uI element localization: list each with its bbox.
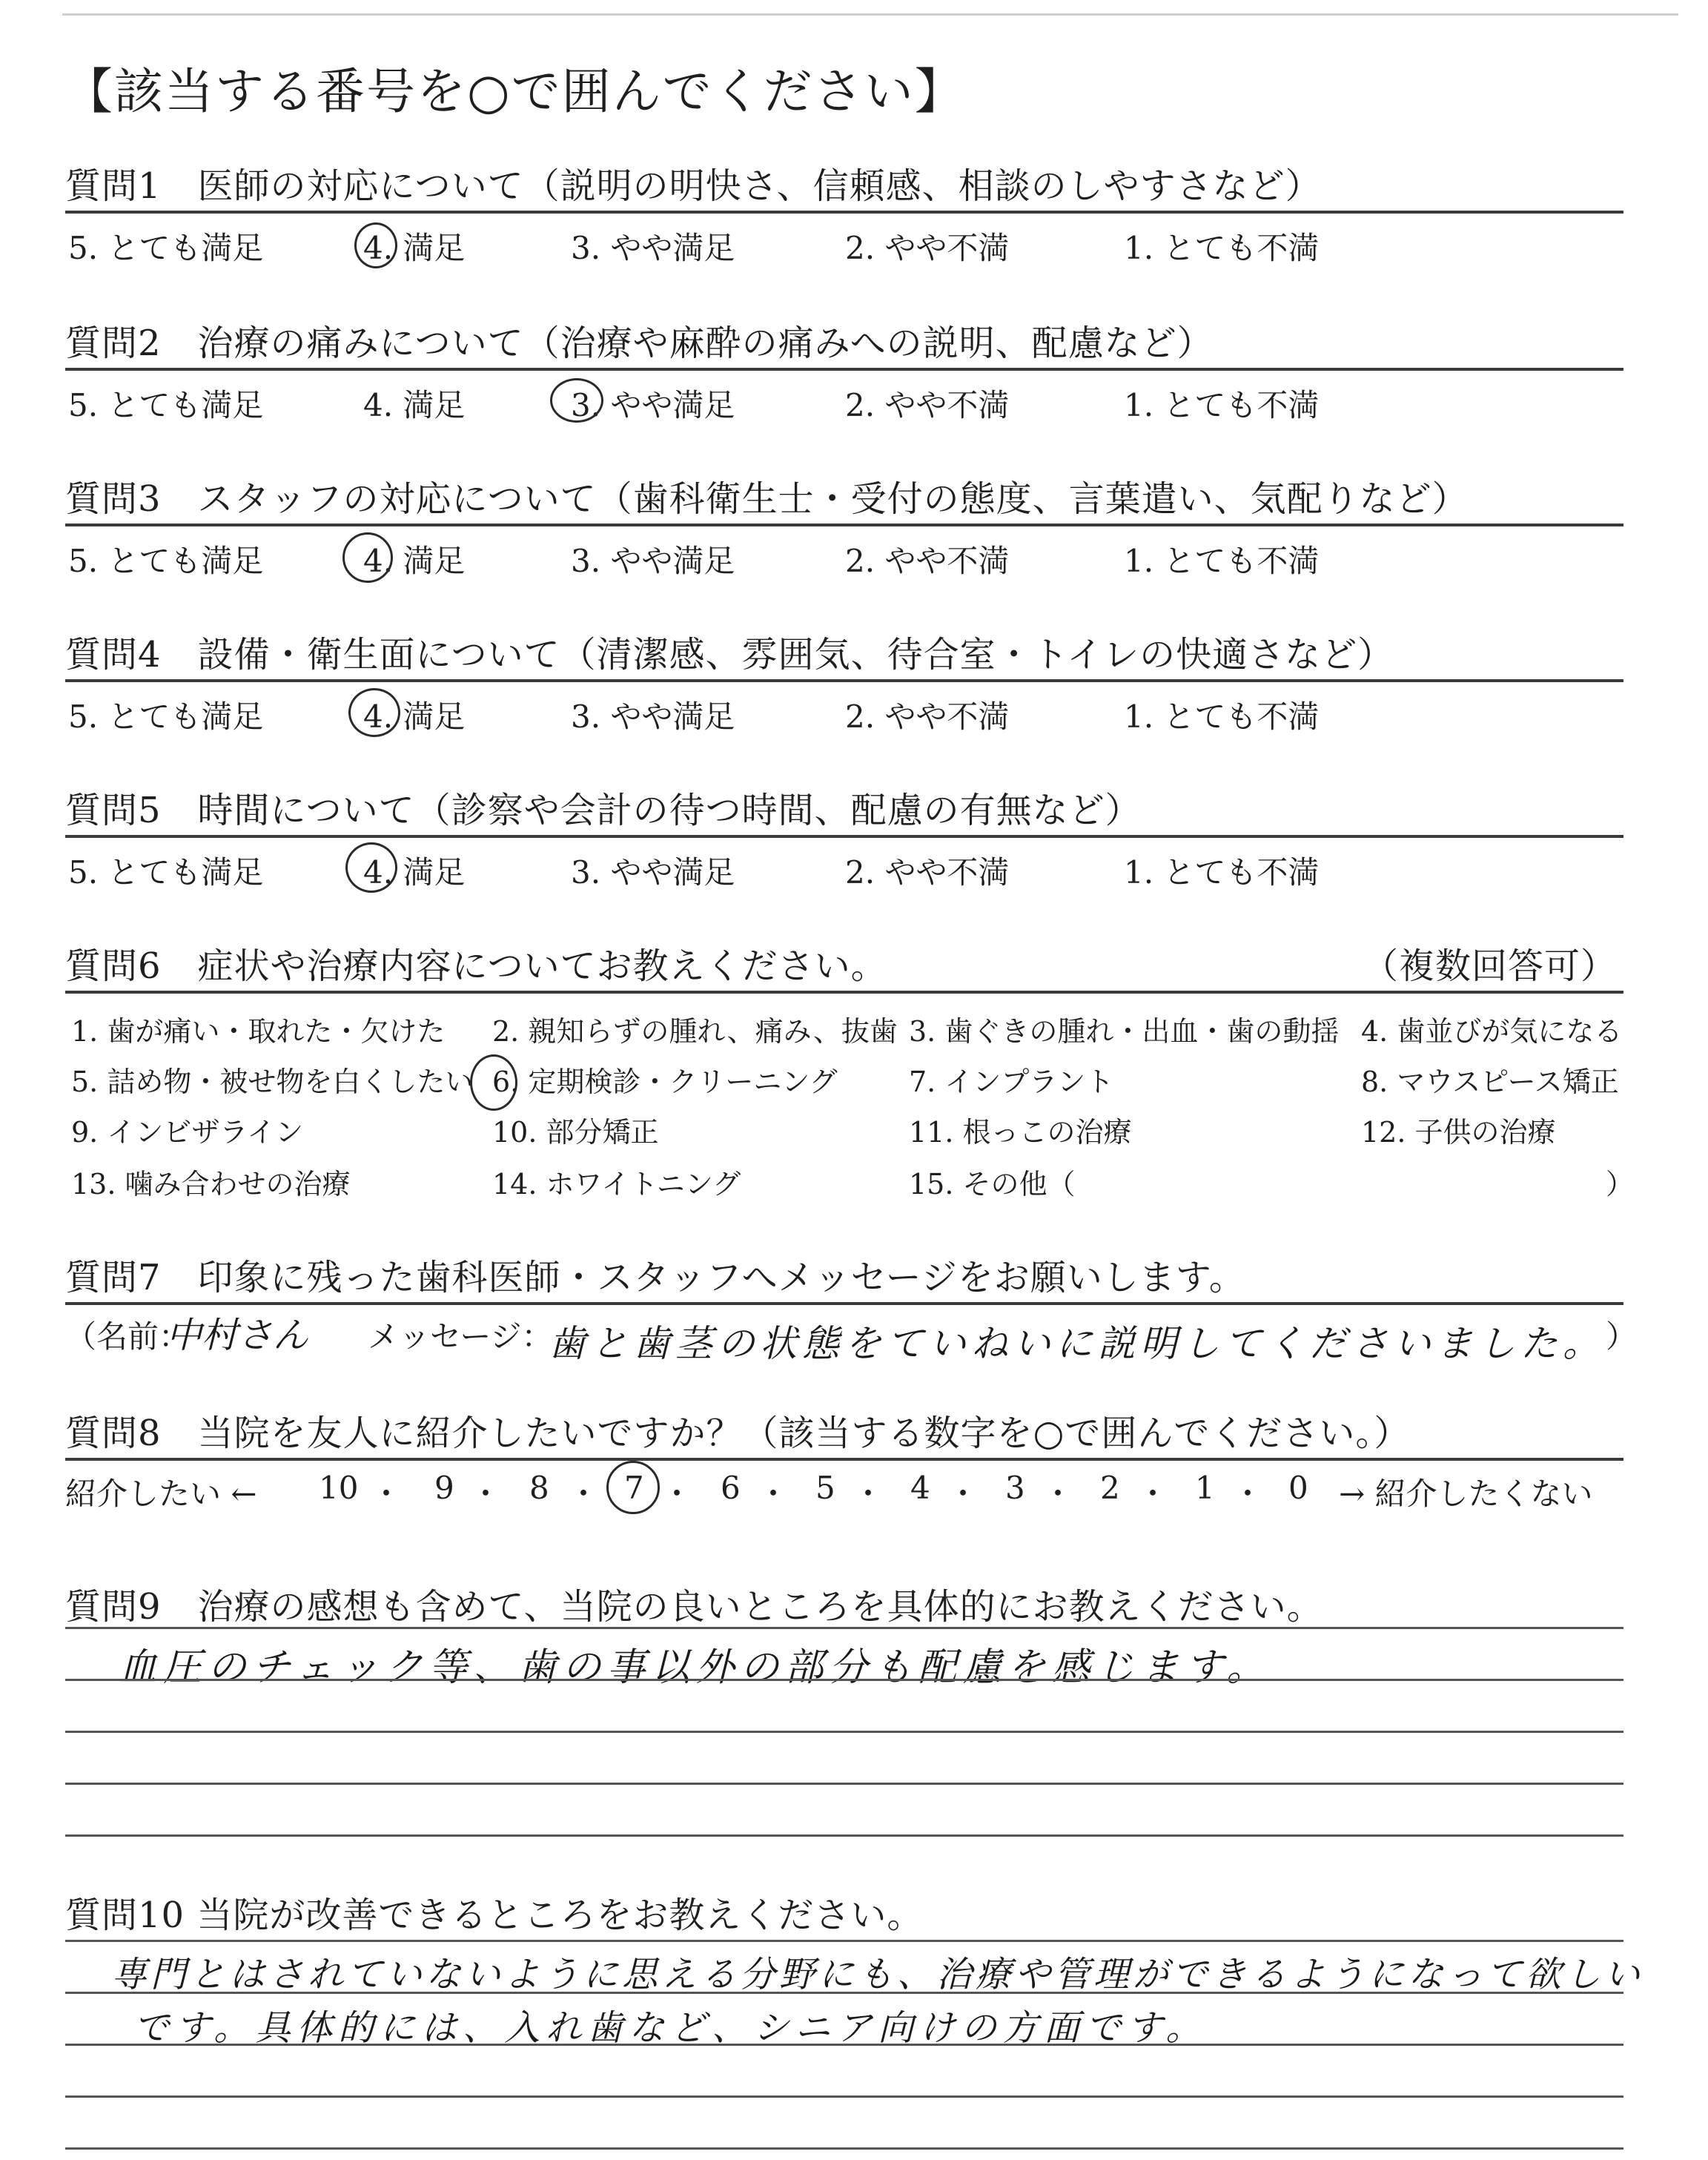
q8-dot: ・ — [568, 1476, 600, 1512]
q6-option-11[interactable]: 11. 根っこの治療 — [909, 1116, 1132, 1149]
q8-right-label: → 紹介したくない — [1339, 1476, 1593, 1512]
q7-name-label: （名前： — [65, 1318, 191, 1355]
q4-option-5[interactable]: 5. とても満足 — [68, 698, 264, 735]
top-divider — [62, 13, 1678, 16]
q4-rule — [65, 679, 1623, 682]
q5-title: 質問5 時間について（診察や会計の待つ時間、配慮の有無など） — [65, 790, 1142, 831]
q8-scale-4[interactable]: 4 — [910, 1470, 930, 1506]
q8-dot: ・ — [853, 1476, 884, 1512]
q1-rule — [65, 211, 1623, 214]
q8-scale-7[interactable]: 7 — [624, 1470, 644, 1506]
q8-rule — [65, 1458, 1623, 1461]
q6-option-15[interactable]: 15. その他（ — [909, 1168, 1076, 1200]
q6-other-close-paren: ） — [1606, 1168, 1635, 1200]
q1-option-3[interactable]: 3. やや満足 — [571, 230, 735, 266]
q6-option-8[interactable]: 8. マウスピース矯正 — [1361, 1066, 1619, 1098]
q6-note: （複数回答可） — [1363, 945, 1618, 987]
q9-line — [65, 1731, 1623, 1733]
q8-scale-5[interactable]: 5 — [815, 1470, 835, 1506]
q8-dot: ・ — [371, 1476, 403, 1512]
q4-option-4[interactable]: 4. 満足 — [363, 698, 466, 735]
q10-line — [65, 2044, 1623, 2046]
q5-option-4[interactable]: 4. 満足 — [363, 854, 466, 891]
q1-option-5[interactable]: 5. とても満足 — [68, 230, 264, 266]
q6-option-5[interactable]: 5. 詰め物・被せ物を白くしたい — [71, 1066, 474, 1098]
q3-rule — [65, 524, 1623, 526]
q4-option-1[interactable]: 1. とても不満 — [1124, 698, 1320, 735]
q5-option-2[interactable]: 2. やや不満 — [845, 854, 1010, 891]
q10-title: 質問10 当院が改善できるところをお教えください。 — [65, 1895, 924, 1936]
q1-option-2[interactable]: 2. やや不満 — [845, 230, 1010, 266]
q7-message-label: メッセージ： — [368, 1318, 553, 1355]
q4-option-3[interactable]: 3. やや満足 — [571, 698, 735, 735]
q6-title: 質問6 症状や治療内容についてお教えください。 — [65, 945, 887, 987]
q5-option-5[interactable]: 5. とても満足 — [68, 854, 264, 891]
q7-message-value: 歯と歯茎の状態をていねいに説明してくださいました。 — [549, 1322, 1605, 1365]
q8-scale-10[interactable]: 10 — [319, 1470, 359, 1506]
q8-scale-8[interactable]: 8 — [529, 1470, 549, 1506]
q8-scale-3[interactable]: 3 — [1005, 1470, 1025, 1506]
q9-title: 質問9 治療の感想も含めて、当院の良いところを具体的にお教えください。 — [65, 1586, 1323, 1628]
q5-option-1[interactable]: 1. とても不満 — [1124, 854, 1320, 891]
q6-option-14[interactable]: 14. ホワイトニング — [492, 1168, 741, 1200]
q6-option-9[interactable]: 9. インビザライン — [71, 1116, 304, 1149]
q3-option-3[interactable]: 3. やや満足 — [571, 543, 735, 579]
q3-title: 質問3 スタッフの対応について（歯科衛生士・受付の態度、言葉遣い、気配りなど） — [65, 478, 1469, 520]
q4-selected-circle — [348, 688, 400, 737]
q6-selected-circle — [470, 1054, 517, 1111]
q6-option-12[interactable]: 12. 子供の治療 — [1361, 1116, 1556, 1149]
q4-title: 質問4 設備・衛生面について（清潔感、雰囲気、待合室・トイレの快適さなど） — [65, 634, 1394, 676]
q2-selected-circle — [550, 378, 603, 423]
q2-option-1[interactable]: 1. とても不満 — [1124, 387, 1320, 423]
q9-line — [65, 1679, 1623, 1681]
q6-rule — [65, 991, 1623, 994]
q2-option-4[interactable]: 4. 満足 — [363, 387, 466, 423]
q2-title: 質問2 治療の痛みについて（治療や麻酔の痛みへの説明、配慮など） — [65, 323, 1214, 364]
q9-line — [65, 1783, 1623, 1785]
q5-rule — [65, 835, 1623, 838]
q8-scale-1[interactable]: 1 — [1195, 1470, 1215, 1506]
q10-line — [65, 1992, 1623, 1994]
q1-title: 質問1 医師の対応について（説明の明快さ、信頼感、相談のしやすさなど） — [65, 165, 1322, 207]
q8-dot: ・ — [947, 1476, 979, 1512]
q6-option-7[interactable]: 7. インプラント — [909, 1066, 1114, 1098]
q7-title: 質問7 印象に残った歯科医師・スタッフへメッセージをお願いします。 — [65, 1257, 1245, 1298]
q9-line — [65, 1834, 1623, 1837]
q10-answer-line-1: 専門とはされていないように思える分野にも、治療や管理ができるようになって欲しい — [111, 1954, 1644, 1995]
q8-dot: ・ — [758, 1476, 790, 1512]
q1-option-4[interactable]: 4. 満足 — [363, 230, 466, 266]
q7-name-value: 中村さん — [166, 1315, 309, 1356]
q3-option-5[interactable]: 5. とても満足 — [68, 543, 264, 579]
q6-option-6[interactable]: 6. 定期検診・クリーニング — [492, 1066, 838, 1098]
q10-line — [65, 1940, 1623, 1942]
q1-selected-circle — [354, 222, 397, 268]
q9-answer: 血圧のチェック等、歯の事以外の部分も配慮を感じます。 — [119, 1645, 1271, 1690]
q8-scale-6[interactable]: 6 — [721, 1470, 741, 1506]
q6-option-3[interactable]: 3. 歯ぐきの腫れ・出血・歯の動揺 — [909, 1015, 1340, 1048]
q7-rule — [65, 1302, 1623, 1305]
q9-line — [65, 1627, 1623, 1629]
q6-option-2[interactable]: 2. 親知らずの腫れ、痛み、抜歯 — [492, 1015, 898, 1048]
q4-option-2[interactable]: 2. やや不満 — [845, 698, 1010, 735]
q3-option-1[interactable]: 1. とても不満 — [1124, 543, 1320, 579]
q2-rule — [65, 368, 1623, 371]
q2-option-2[interactable]: 2. やや不満 — [845, 387, 1010, 423]
q10-line — [65, 2095, 1623, 2098]
q3-selected-circle — [342, 532, 393, 583]
q8-dot: ・ — [661, 1476, 693, 1512]
q8-title: 質問8 当院を友人に紹介したいですか？（該当する数字を○で囲んでください。） — [65, 1413, 1411, 1454]
q2-option-3[interactable]: 3. やや満足 — [571, 387, 735, 423]
q8-scale-0[interactable]: 0 — [1288, 1470, 1308, 1506]
q2-option-5[interactable]: 5. とても満足 — [68, 387, 264, 423]
q3-option-4[interactable]: 4. 満足 — [363, 543, 466, 579]
q8-dot: ・ — [470, 1476, 502, 1512]
q3-option-2[interactable]: 2. やや不満 — [845, 543, 1010, 579]
form-header: 【該当する番号を○で囲んでください】 — [64, 63, 965, 120]
q6-option-4[interactable]: 4. 歯並びが気になる — [1361, 1015, 1623, 1048]
q8-selected-circle — [606, 1461, 660, 1514]
q5-option-3[interactable]: 3. やや満足 — [571, 854, 735, 891]
q7-close-paren: ） — [1606, 1318, 1638, 1355]
q8-left-label: 紹介したい ← — [65, 1476, 257, 1512]
q8-dot: ・ — [1137, 1476, 1169, 1512]
q1-option-1[interactable]: 1. とても不満 — [1124, 230, 1320, 266]
q6-option-1[interactable]: 1. 歯が痛い・取れた・欠けた — [71, 1015, 446, 1048]
q6-option-10[interactable]: 10. 部分矯正 — [492, 1116, 659, 1149]
q6-option-13[interactable]: 13. 噛み合わせの治療 — [71, 1168, 351, 1200]
q5-selected-circle — [345, 842, 397, 893]
q10-answer-line-2: です。具体的には、入れ歯など、シニア向けの方面です。 — [133, 2007, 1208, 2049]
q8-dot: ・ — [1042, 1476, 1074, 1512]
q8-dot: ・ — [1232, 1476, 1264, 1512]
q10-line — [65, 2147, 1623, 2150]
q8-scale-2[interactable]: 2 — [1100, 1470, 1120, 1506]
q8-scale-9[interactable]: 9 — [434, 1470, 454, 1506]
